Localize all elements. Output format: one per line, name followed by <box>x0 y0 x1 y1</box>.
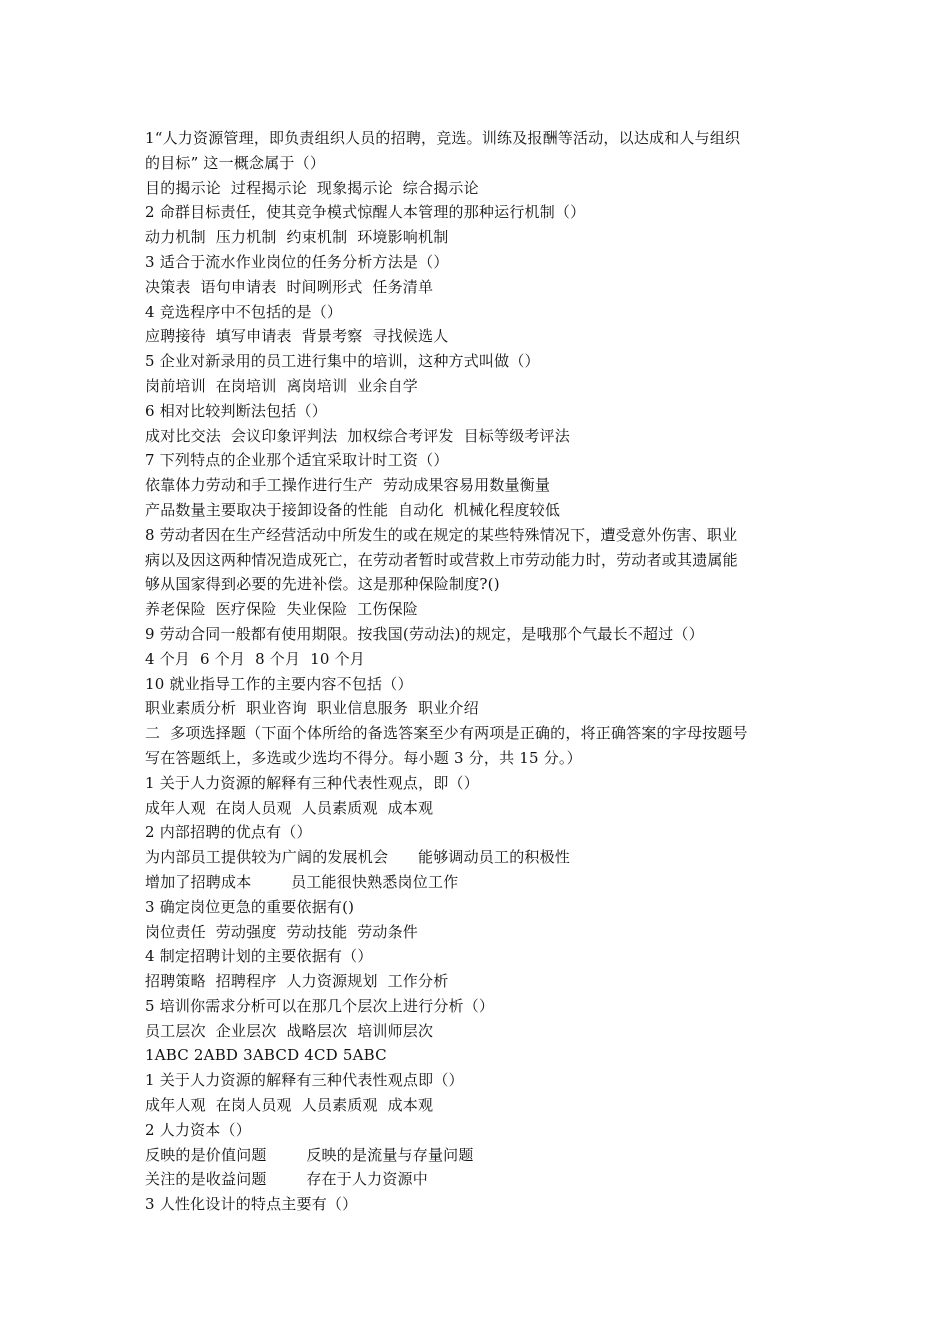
text-line: 3 确定岗位更急的重要依据有() <box>145 897 355 916</box>
document-page <box>145 126 810 1217</box>
text-line: 成对比交法 会议印象评判法 加权综合考评发 目标等级考评法 <box>145 426 571 445</box>
text-line: 招聘策略 招聘程序 人力资源规划 工作分析 <box>145 972 449 991</box>
text-line: 8 劳动者因在生产经营活动中所发生的或在规定的某些特殊情况下，遭受意外伤害、职业 <box>145 525 738 544</box>
text-line: 4 个月 6 个月 8 个月 10 个月 <box>145 649 365 668</box>
text-line: 职业素质分析 职业咨询 职业信息服务 职业介绍 <box>145 699 479 718</box>
text-line: 9 劳动合同一般都有使用期限。按我国(劳动法)的规定，是哦那个气最长不超过（） <box>145 624 704 643</box>
text-line: 关注的是收益问题 存在于人力资源中 <box>145 1170 428 1189</box>
text-line: 增加了招聘成本 员工能很快熟悉岗位工作 <box>145 872 459 891</box>
text-line: 1ABC 2ABD 3ABCD 4CD 5ABC <box>145 1046 387 1065</box>
text-line: 动力机制 压力机制 约束机制 环境影响机制 <box>145 228 449 247</box>
text-line: 的目标” 这一概念属于（） <box>145 153 326 172</box>
text-line: 应聘接待 填写申请表 背景考察 寻找候选人 <box>145 327 449 346</box>
text-line: 7 下列特点的企业那个适宜采取计时工资（） <box>145 451 449 470</box>
text-line: 岗位责任 劳动强度 劳动技能 劳动条件 <box>145 922 419 941</box>
text-line: 5 培训你需求分析可以在那几个层次上进行分析（） <box>145 996 495 1015</box>
text-line: 3 人性化设计的特点主要有（） <box>145 1195 358 1214</box>
text-line: 目的揭示论 过程揭示论 现象揭示论 综合揭示论 <box>145 178 479 197</box>
text-line: 够从国家得到必要的先进补偿。这是那种保险制度?() <box>145 575 500 594</box>
text-line: 3 适合于流水作业岗位的任务分析方法是（） <box>145 252 449 271</box>
text-line: 员工层次 企业层次 战略层次 培训师层次 <box>145 1021 434 1040</box>
text-line: 成年人观 在岗人员观 人员素质观 成本观 <box>145 1096 434 1115</box>
text-line: 2 内部招聘的优点有（） <box>145 823 312 842</box>
text-line: 4 制定招聘计划的主要依据有（） <box>145 947 373 966</box>
text-line: 写在答题纸上，多选或少选均不得分。每小题 3 分，共 15 分。） <box>145 748 582 767</box>
text-line: 岗前培训 在岗培训 离岗培训 业余自学 <box>145 376 419 395</box>
text-line: 5 企业对新录用的员工进行集中的培训，这种方式叫做（） <box>145 352 540 371</box>
text-line: 2 命群目标责任，使其竞争模式惊醒人本管理的那种运行机制（） <box>145 203 586 222</box>
text-line: 2 人力资本（） <box>145 1120 251 1139</box>
text-line: 成年人观 在岗人员观 人员素质观 成本观 <box>145 798 434 817</box>
text-line: 养老保险 医疗保险 失业保险 工伤保险 <box>145 600 419 619</box>
text-line: 产品数量主要取决于接卸设备的性能 自动化 机械化程度较低 <box>145 500 561 519</box>
text-line: 病以及因这两种情况造成死亡，在劳动者暂时或营救上市劳动能力时，劳动者或其遗属能 <box>145 550 738 569</box>
text-line: 4 竞选程序中不包括的是（） <box>145 302 343 321</box>
text-line: 1 关于人力资源的解释有三种代表性观点即（） <box>145 1071 464 1090</box>
text-line: 决策表 语句申请表 时间咧形式 任务清单 <box>145 277 434 296</box>
text-line: 1“人力资源管理，即负责组织人员的招聘，竞选。训练及报酬等活动，以达成和人与组织 <box>145 129 741 147</box>
text-line: 10 就业指导工作的主要内容不包括（） <box>145 674 413 693</box>
text-line: 反映的是价值问题 反映的是流量与存量问题 <box>145 1145 474 1164</box>
text-line: 6 相对比较判断法包括（） <box>145 401 327 420</box>
text-line: 为内部员工提供较为广阔的发展机会 能够调动员工的积极性 <box>145 848 571 867</box>
text-line: 1 关于人力资源的解释有三种代表性观点，即（） <box>145 773 479 792</box>
text-line: 二 多项选择题（下面个体所给的备选答案至少有两项是正确的，将正确答案的字母按题号 <box>145 724 748 743</box>
text-line: 依靠体力劳动和手工操作进行生产 劳动成果容易用数量衡量 <box>145 476 551 495</box>
